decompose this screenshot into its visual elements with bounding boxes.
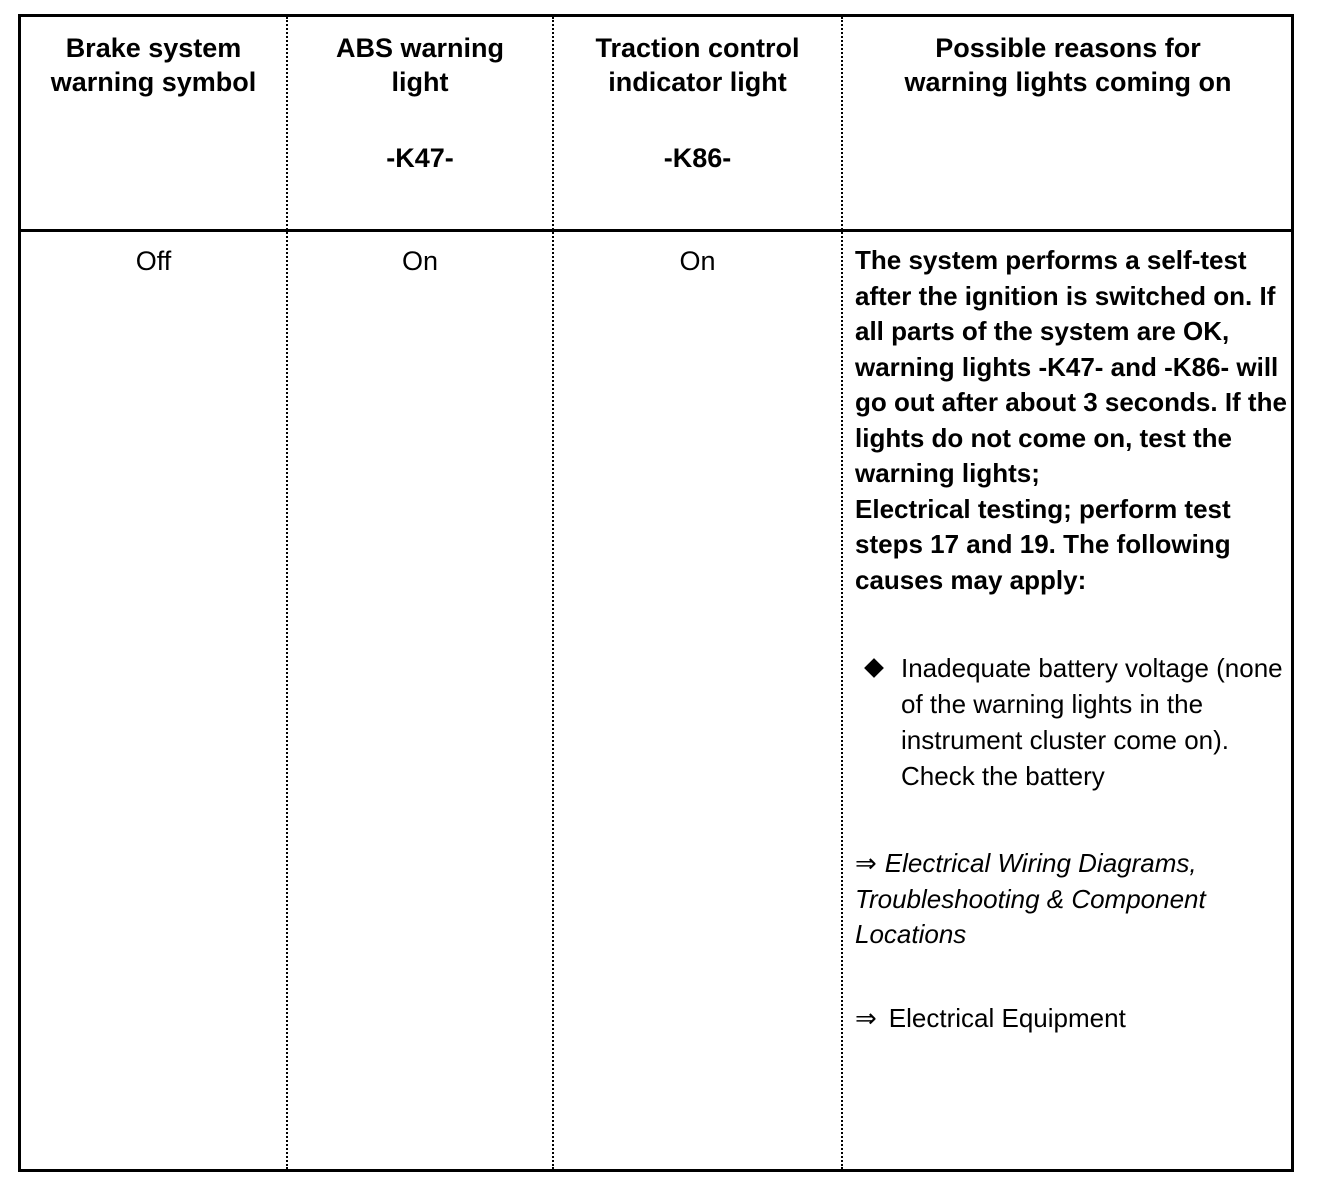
arrow-icon: ⇒ xyxy=(855,848,877,878)
header-divider xyxy=(21,229,1291,232)
list-item xyxy=(855,650,1293,794)
header-traction-light xyxy=(554,31,841,175)
warning-lights-table xyxy=(18,14,1294,1172)
cell-abs-light: On xyxy=(401,246,439,276)
cell-traction-light: On xyxy=(679,246,716,276)
diamond-bullet-icon xyxy=(864,658,884,678)
cell-reasons xyxy=(855,243,1293,1036)
cell-brake-symbol: Off xyxy=(135,246,172,276)
header-brake-symbol xyxy=(21,31,286,99)
reference-text: Electrical Equipment xyxy=(888,1002,1126,1033)
header-label: ABS warning light xyxy=(335,33,504,97)
column-divider xyxy=(286,17,288,1169)
column-divider xyxy=(552,17,554,1169)
header-label: Possible reasons for warning lights coming on xyxy=(904,33,1232,97)
reference-link-wiring[interactable] xyxy=(855,846,1293,953)
header-label: Brake system warning symbol xyxy=(50,33,257,97)
bullet-text: Inadequate battery voltage (none of the warning lights in the instrument cluster come on). Check the battery xyxy=(901,653,1283,791)
header-code: -K86- xyxy=(663,143,732,173)
header-reasons xyxy=(843,31,1293,99)
reasons-testing: Electrical testing; perform test steps 17 and 19. The following causes may apply: xyxy=(855,493,1231,595)
reasons-intro: The system performs a self-test after the ignition is switched on. If all parts of the system are OK, warning lights -K47- and -K86- will go out after about 3 seconds. If the lights do not come on, test the warning lights; xyxy=(855,245,1287,488)
arrow-icon: ⇒ xyxy=(855,1002,877,1033)
header-abs-light xyxy=(288,31,552,175)
header-label: Traction control indicator light xyxy=(595,33,800,97)
reference-text: Electrical Wiring Diagrams, Troubleshooting & Component Locations xyxy=(855,848,1206,949)
reference-link-equipment[interactable] xyxy=(855,1001,1293,1037)
column-divider xyxy=(841,17,843,1169)
header-code: -K47- xyxy=(386,143,454,173)
